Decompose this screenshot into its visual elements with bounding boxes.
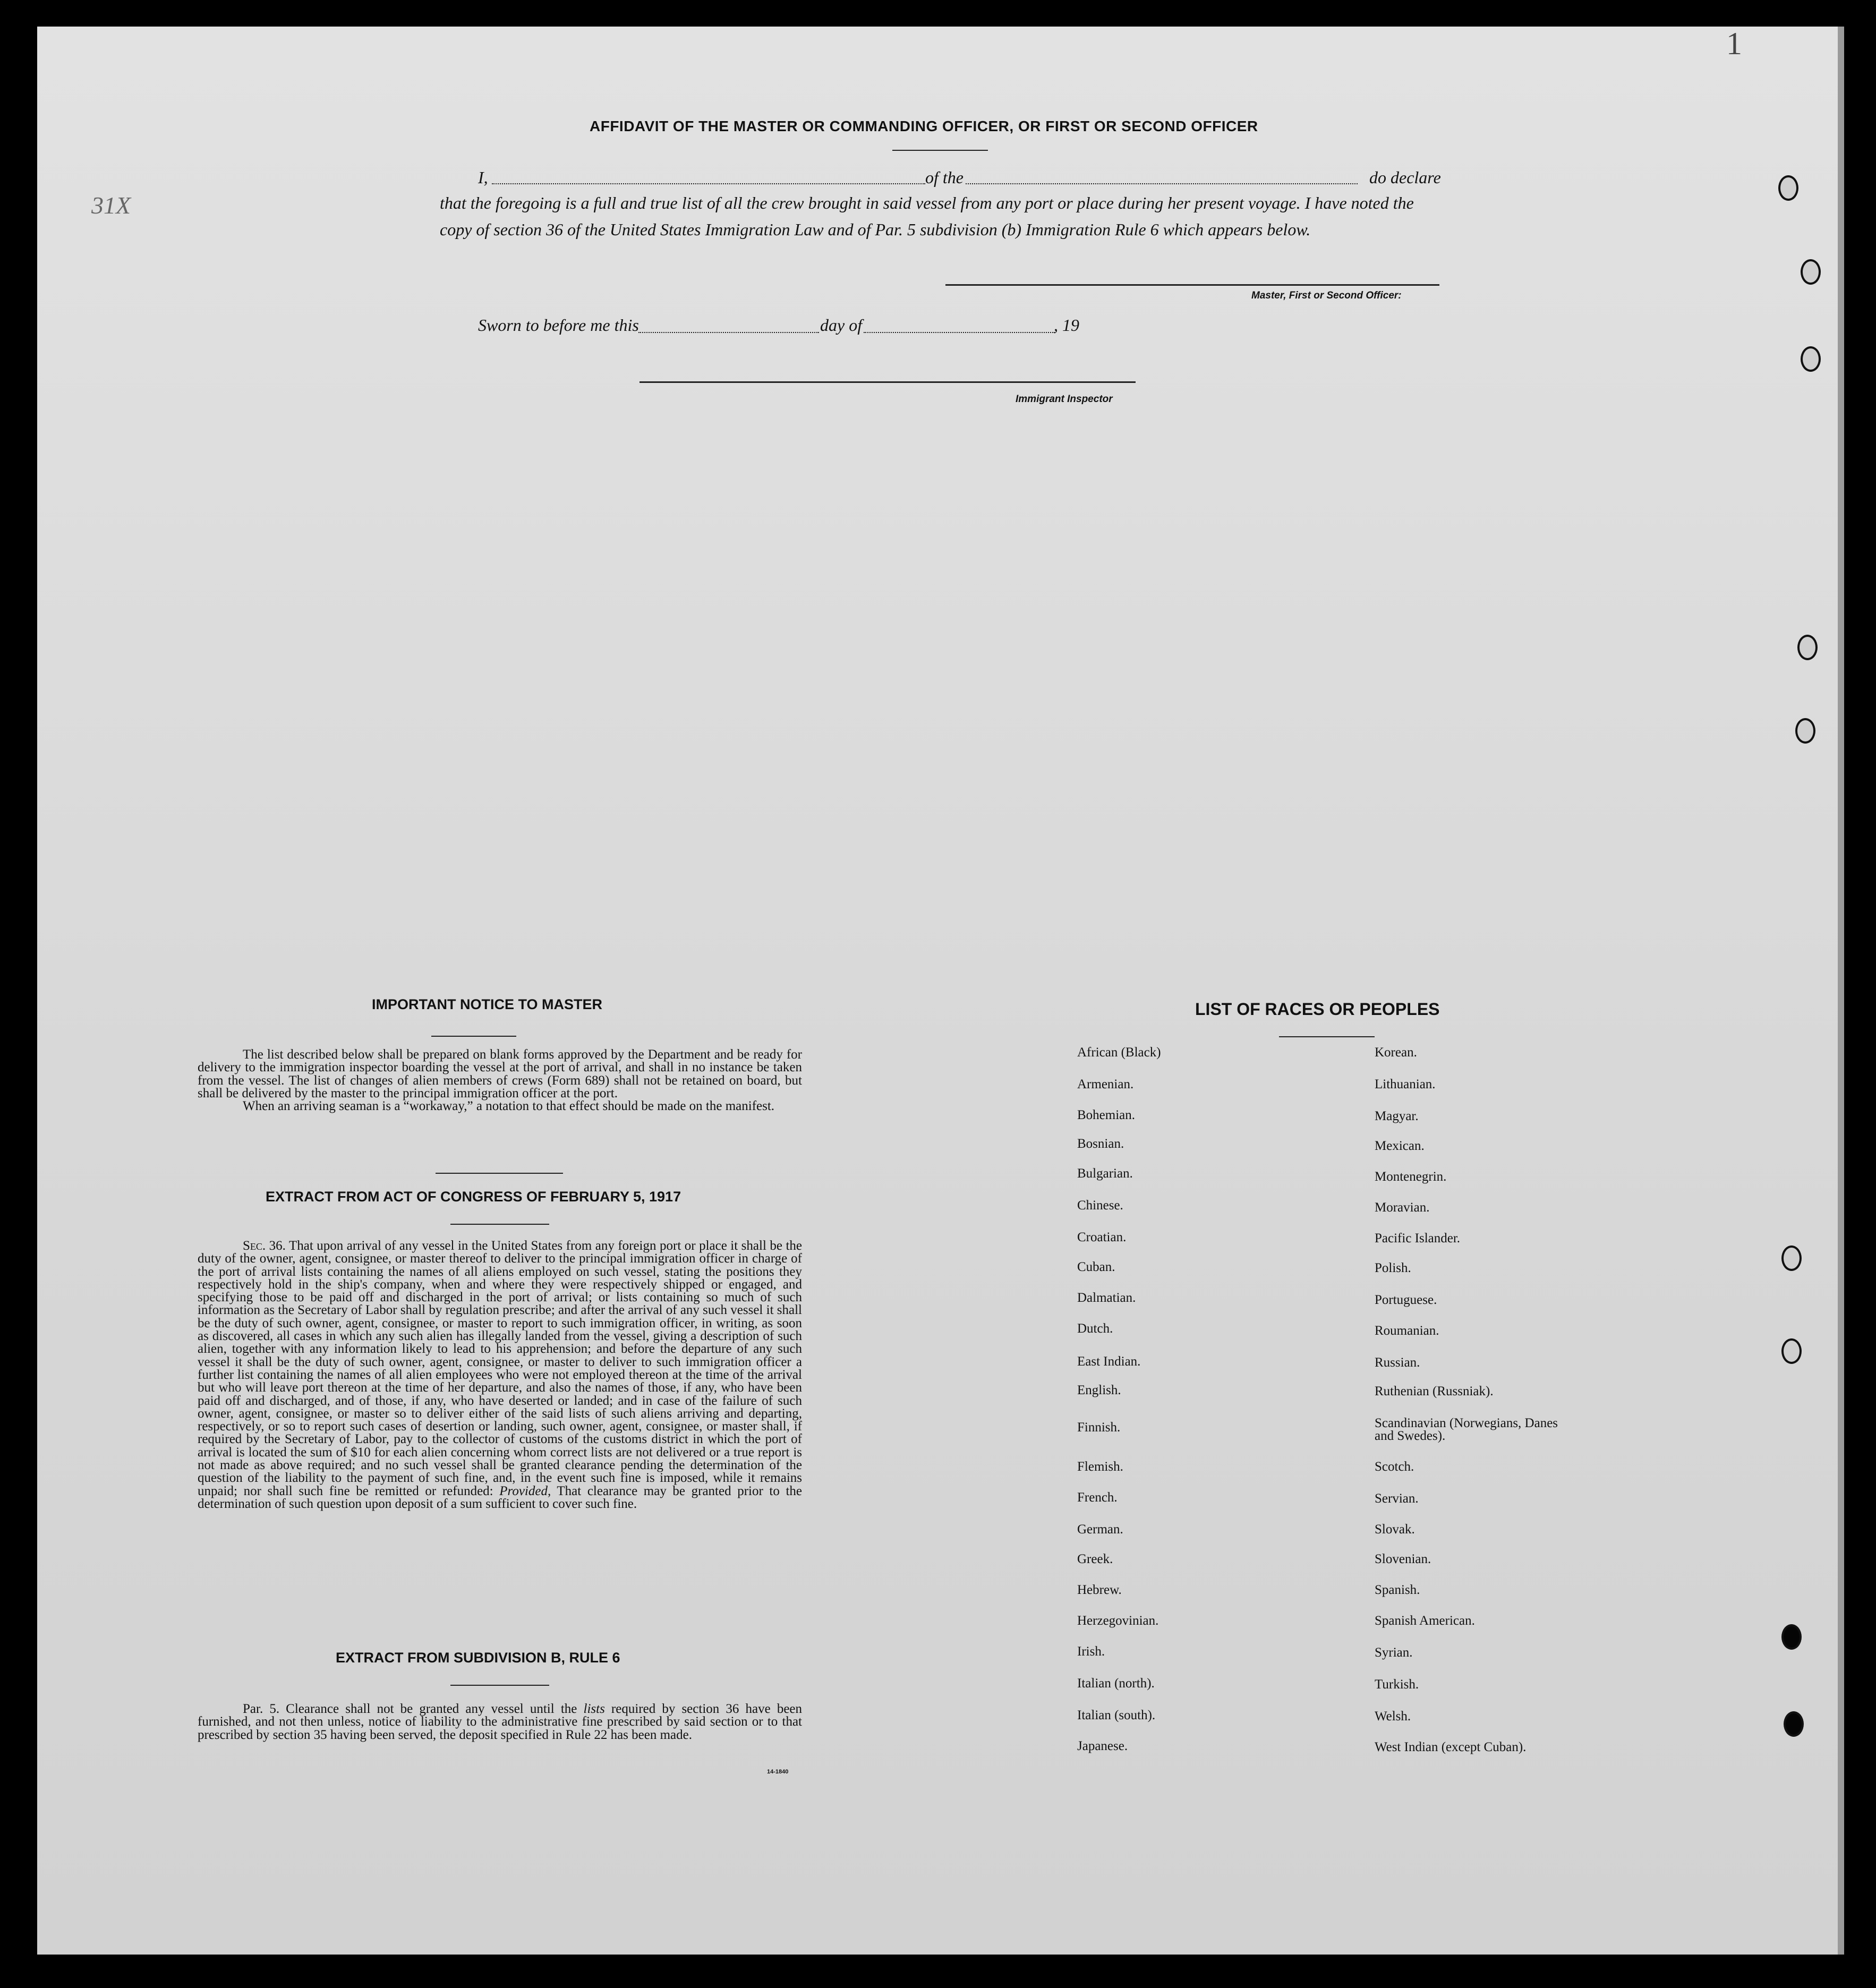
year-label: , 19: [1054, 315, 1079, 335]
day-of-label: day of: [820, 315, 863, 335]
race-item: Bulgarian.: [1077, 1166, 1133, 1181]
races-title: LIST OF RACES OR PEOPLES: [1195, 1000, 1440, 1019]
sheet-edge: [1838, 27, 1844, 1955]
race-item: Cuban.: [1077, 1260, 1115, 1274]
race-item: Slovak.: [1375, 1522, 1415, 1537]
margin-mark: 1: [1726, 26, 1742, 61]
affidavit-do-declare: do declare: [1369, 168, 1441, 187]
race-item: Magyar.: [1375, 1109, 1419, 1123]
divider: [892, 150, 988, 151]
race-item: Korean.: [1375, 1045, 1417, 1060]
provided-label: Provided,: [499, 1483, 551, 1498]
binder-hole-icon: [1797, 635, 1818, 660]
binder-hole-icon: [1801, 346, 1821, 372]
race-item: Italian (south).: [1077, 1708, 1156, 1722]
race-item: Bohemian.: [1077, 1108, 1136, 1122]
lists-word: lists: [583, 1702, 605, 1716]
race-item: Montenegrin.: [1375, 1170, 1447, 1184]
race-item: Irish.: [1077, 1644, 1105, 1659]
race-item: Greek.: [1077, 1552, 1113, 1566]
binder-hole-icon: [1781, 1338, 1802, 1364]
race-item: Spanish American.: [1375, 1614, 1475, 1628]
race-item: Ruthenian (Russniak).: [1375, 1384, 1494, 1398]
race-item: Spanish.: [1375, 1583, 1420, 1597]
divider: [436, 1173, 563, 1174]
act-text: That upon arrival of any vessel in the United States from any foreign port or place it shall be the duty of the owner, agent, consignee, or master thereof to deliver to the principal immigration officer in charge of the port of arrival lists containing the names of all aliens employed on such vessel, stating the positions they respectively hold in the ship's company, when and where they were respectively shipped or engaged, and specifying those to be paid off and discharged in the port of arrival; or lists containing so much of such information as the Secretary of Labor shall by regulation prescribe; and after the arrival of any such vessel it shall be the duty of such owner, agent, consignee, or master to report to such immigration officer, in writing, as soon as discovered, all cases in which any such alien has illegally landed from the vessel, giving a description of such alien, together with any information likely to lead to his apprehension; and before the departure of any such vessel it shall be the duty of such owner, agent, consignee, or master to deliver to such immigration officer a further list containing the names of all alien employees who were not employed thereon at the time of the arrival but who will leave port thereon at the time of her departure, and also the names of those, if any, who have been paid off and discharged, and of those, if any, who have deserted or landed; and in case of the failure of such owner, agent, consignee, or master so to deliver either of the said lists of such aliens arriving and departing, respectively, or so to report such cases of desertion or landing, such owner, agent, consignee, or master shall, if required by the Secretary of Labor, pay to the collector of customs of the customs district in which the port of arrival is located the sum of $10 for each alien concerning whom correct lists are not delivered or a true report is not made as above required; and no such vessel shall be granted clearance pending the determination of the question of the liability to the payment of such fine, and, in the event such fine is imposed, while it remains unpaid; nor shall such fine be remitted or refunded:: [198, 1239, 803, 1498]
race-item: Mexican.: [1375, 1139, 1425, 1153]
day-fill-line[interactable]: [638, 332, 819, 333]
race-item: Finnish.: [1077, 1420, 1121, 1435]
race-item: Dutch.: [1077, 1321, 1113, 1336]
inspector-label: Immigrant Inspector: [1016, 394, 1113, 405]
race-item: Bosnian.: [1077, 1137, 1124, 1151]
race-item: Russian.: [1375, 1355, 1420, 1370]
race-item: German.: [1077, 1522, 1123, 1537]
race-item: Slovenian.: [1375, 1552, 1431, 1566]
binder-hole-icon: [1781, 1245, 1802, 1271]
act-title: EXTRACT FROM ACT OF CONGRESS OF FEBRUARY 5, 1917: [266, 1189, 681, 1205]
race-item: Italian (north).: [1077, 1676, 1155, 1691]
act-text-end: That clearance may be granted prior to the determination of such question upon deposit of a sum sufficient to cover such fine.: [198, 1483, 803, 1511]
race-item: Dalmatian.: [1077, 1291, 1136, 1305]
form-number: 14-1840: [767, 1769, 789, 1775]
binder-hole-icon: [1795, 718, 1815, 744]
race-item: Moravian.: [1375, 1200, 1430, 1215]
affidavit-line-2: that the foregoing is a full and true list of all the crew brought in said vessel from any port or place during her present voyage. I have noted the: [440, 193, 1414, 212]
race-item: Syrian.: [1375, 1645, 1413, 1660]
race-item: Japanese.: [1077, 1739, 1128, 1753]
inspector-signature-line[interactable]: [639, 381, 1136, 383]
race-item: Hebrew.: [1077, 1583, 1122, 1597]
race-item: Portuguese.: [1375, 1293, 1437, 1307]
race-item: Scotch.: [1375, 1460, 1414, 1474]
affidavit-i-label: I,: [478, 168, 488, 187]
race-item: Polish.: [1375, 1261, 1411, 1275]
vessel-fill-line[interactable]: [966, 183, 1358, 184]
race-item: Croatian.: [1077, 1230, 1127, 1244]
notice-paragraph-1: The list described below shall be prepared on blank forms approved by the Department and be ready for delivery to the immigration inspector boarding the vessel at the port of arrival, and shall in no instance be taken from the vessel. The list of changes of alien members of crews (Form 689) shall not be retained on board, but shall be delivered by the master to the principal immigration officer at the port.: [198, 1047, 802, 1100]
race-item: East Indian.: [1077, 1354, 1141, 1369]
race-item: Armenian.: [1077, 1077, 1134, 1091]
divider: [431, 1036, 516, 1037]
act-section-label: Sec. 36.: [243, 1239, 286, 1253]
affidavit-title: AFFIDAVIT OF THE MASTER OR COMMANDING OFFICER, OR FIRST OR SECOND OFFICER: [590, 118, 1258, 134]
race-item: Pacific Islander.: [1375, 1231, 1461, 1245]
rule6-text-a: Par. 5. Clearance shall not be granted any vessel until the: [243, 1702, 577, 1716]
race-item: West Indian (except Cuban).: [1375, 1740, 1527, 1754]
master-signature-line[interactable]: [945, 284, 1439, 286]
race-item: Welsh.: [1375, 1709, 1411, 1723]
race-item: Roumanian.: [1375, 1324, 1439, 1338]
race-item: Turkish.: [1375, 1677, 1419, 1692]
binder-hole-icon: [1801, 259, 1821, 285]
rule6-body: [198, 1703, 802, 1742]
act-body: [198, 1240, 802, 1511]
notice-title: IMPORTANT NOTICE TO MASTER: [372, 996, 602, 1012]
race-item: Herzegovinian.: [1077, 1614, 1159, 1628]
notice-paragraph-2: When an arriving seaman is a “workaway,” a notation to that effect should be made on the manifest.: [243, 1099, 775, 1114]
name-fill-line[interactable]: [492, 183, 925, 184]
affidavit-line-3: copy of section 36 of the United States Immigration Law and of Par. 5 subdivision (b) Immigration Rule 6 which appears below.: [440, 220, 1311, 239]
rule6-text-b: required by section 36 have been furnished, and not then unless, notice of liability to the administrative fine prescribed by said section or to that prescribed by section 35 having been served, the deposit specified in Rule 22 has been made.: [198, 1702, 803, 1742]
divider: [450, 1685, 549, 1686]
race-item: African (Black): [1077, 1045, 1161, 1060]
race-item: Scandinavian (Norwegians, Danes and Swedes).: [1375, 1416, 1558, 1443]
race-item: Flemish.: [1077, 1460, 1123, 1474]
race-item: French.: [1077, 1490, 1118, 1505]
margin-scribble: 31X: [91, 192, 131, 219]
race-item: Lithuanian.: [1375, 1077, 1436, 1091]
affidavit-of-the-label: of the: [925, 168, 963, 187]
divider: [1279, 1036, 1375, 1037]
binder-hole-icon: [1784, 1711, 1804, 1737]
master-signature-label: Master, First or Second Officer:: [1251, 290, 1402, 301]
divider: [450, 1224, 549, 1225]
month-fill-line[interactable]: [864, 332, 1055, 333]
sworn-label: Sworn to before me this: [478, 315, 639, 335]
document-sheet: [37, 27, 1839, 1955]
notice-body: [198, 1048, 802, 1113]
binder-hole-icon: [1781, 1624, 1802, 1650]
race-item: Chinese.: [1077, 1198, 1123, 1213]
binder-hole-icon: [1778, 175, 1798, 201]
race-item: Servian.: [1375, 1491, 1419, 1506]
rule6-title: EXTRACT FROM SUBDIVISION B, RULE 6: [336, 1650, 620, 1666]
race-item: English.: [1077, 1383, 1121, 1397]
